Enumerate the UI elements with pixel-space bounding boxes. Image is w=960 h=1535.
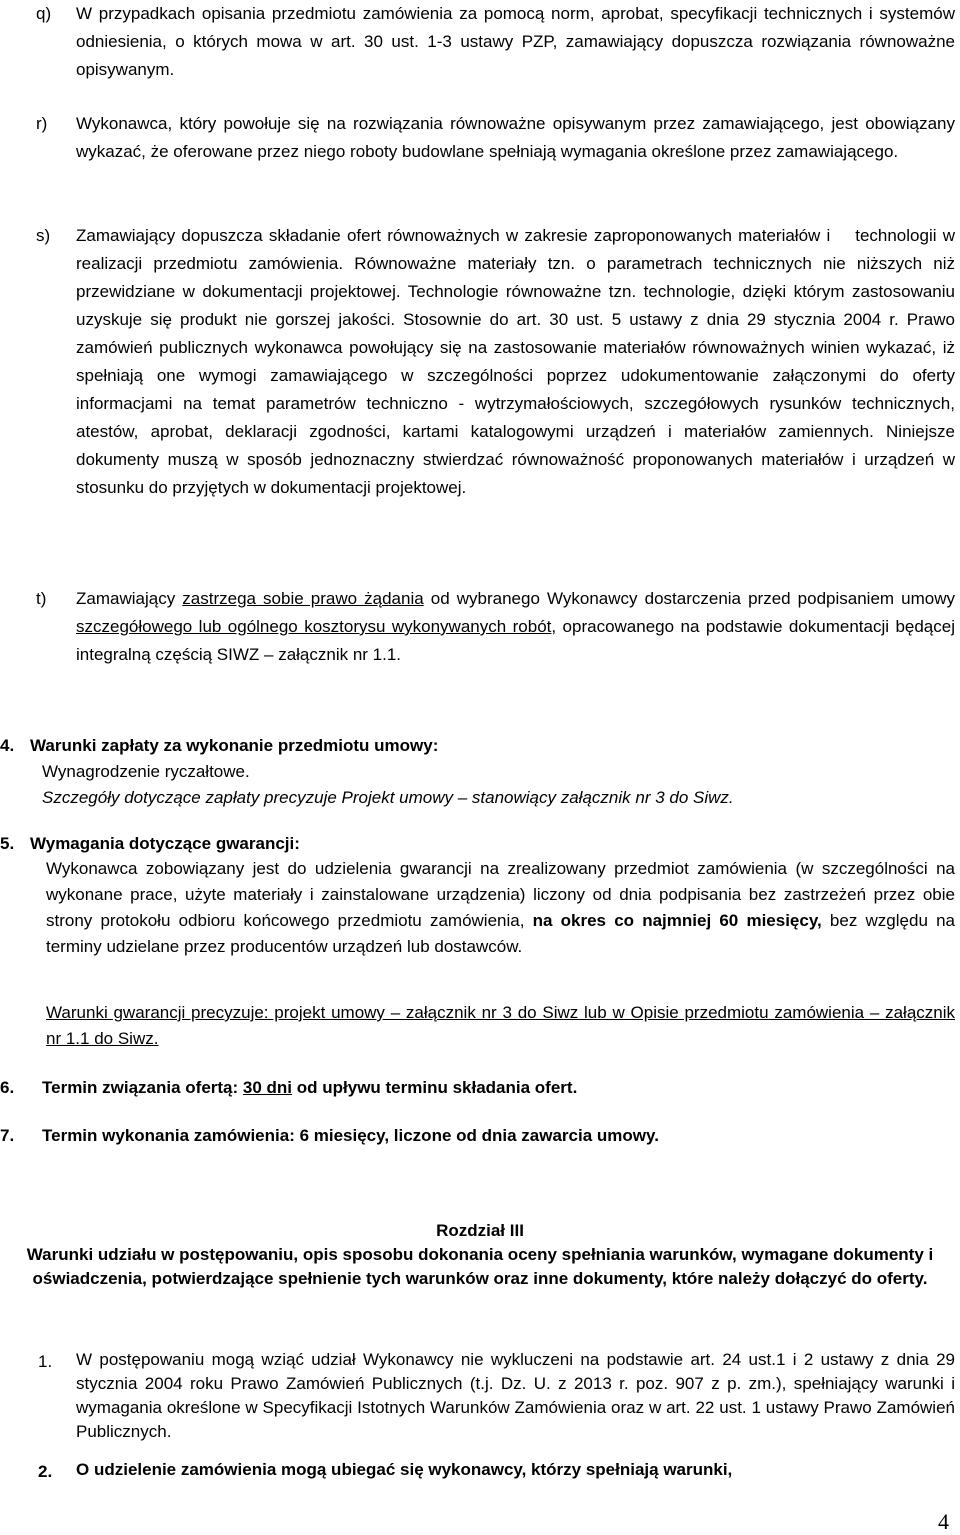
chapter-subtitle: Warunki udziału w postępowaniu, opis sposobu dokonania oceny spełniania warunków, wymagane dokumenty i oświadczenia, potwierdzające spełnienie tych warunków oraz inne dokumenty, które należy dołączyć do oferty. bbox=[26, 1245, 934, 1288]
chapter-title: Rozdział III bbox=[436, 1221, 524, 1240]
section-5-text-a: Wykonawca zobowiązany jest do udzielenia gwarancji na zrealizowany przedmiot zamówienia (w szczególności na wykonane prace, użyte materiały i zainstalowane urządzenia) liczony od dnia podpisania bez zastrzeżeń przez obie strony protokołu odbioru końcowego przedmiotu zamówienia, bbox=[46, 859, 955, 930]
item-label-q: q) bbox=[36, 4, 52, 23]
section-5-number: 5. bbox=[0, 834, 15, 853]
item-t-text bbox=[76, 585, 955, 669]
page-number: 4 bbox=[938, 1509, 949, 1534]
item-t-part1: Zamawiający bbox=[76, 589, 183, 608]
section-4-line-2: Szczegóły dotyczące zapłaty precyzuje Projekt umowy – stanowiący załącznik nr 3 do Siwz. bbox=[42, 788, 734, 807]
section-7-number: 7. bbox=[0, 1126, 15, 1145]
section-5-paragraph bbox=[46, 856, 955, 960]
item-t-part2: od wybranego Wykonawcy dostarczenia przed podpisaniem umowy bbox=[423, 589, 955, 608]
item-label-t: t) bbox=[36, 589, 47, 608]
section-7-text: Termin wykonania zamówienia: 6 miesięcy, liczone od dnia zawarcia umowy. bbox=[42, 1126, 659, 1145]
item-r-text: Wykonawca, który powołuje się na rozwiązania równoważne opisywanym przez zamawiającego, jest obowiązany wykazać, że oferowane przez niego roboty budowlane spełniają wymagania określone przez zamawiającego. bbox=[76, 114, 955, 161]
section-6-text bbox=[42, 1074, 952, 1102]
section-6-label: Termin związania ofertą: bbox=[42, 1078, 243, 1097]
section-6-days: 30 dni bbox=[242, 1078, 293, 1097]
section-5-text-c: bez względu na terminy udzielane przez producentów urządzeń lub dostawców. bbox=[46, 911, 955, 956]
section-5-title: Wymagania dotyczące gwarancji: bbox=[30, 834, 300, 853]
item-q-text: W przypadkach opisania przedmiotu zamówienia za pomocą norm, aprobat, specyfikacji technicznych i systemów odniesienia, o których mowa w art. 30 ust. 1-3 ustawy PZP, zamawiający dopuszcza rozwiązania równoważne opisywanym. bbox=[76, 4, 955, 79]
section-6-number: 6. bbox=[0, 1078, 15, 1097]
section-6-rest: od upływu terminu składania ofert. bbox=[292, 1078, 578, 1097]
section-4-title: Warunki zapłaty za wykonanie przedmiotu umowy: bbox=[30, 736, 439, 755]
list-item-1-text: W postępowaniu mogą wziąć udział Wykonawcy nie wykluczeni na podstawie art. 24 ust.1 i 2 ustawy z dnia 29 stycznia 2004 roku Prawo Zamówień Publicznych (t.j. Dz. U. z 2013 r. poz. 907 z p. zm.), spełniający warunki i wymagania określone w Specyfikacji Istotnych Warunków Zamówienia oraz w art. 22 ust. 1 ustawy Prawo Zamówień Publicznych. bbox=[76, 1350, 955, 1441]
item-t-underline-2: szczegółowego lub ogólnego kosztorysu wykonywanych robót bbox=[76, 617, 552, 636]
item-t-underline-1: zastrzega sobie prawo żądania bbox=[182, 589, 424, 608]
section-4-number: 4. bbox=[0, 736, 15, 755]
item-label-r: r) bbox=[36, 114, 48, 133]
section-5-warranty-reference: Warunki gwarancji precyzuje: projekt umowy – załącznik nr 3 do Siwz lub w Opisie przedmiotu zamówienia – załącznik nr 1.1 do Siwz. bbox=[46, 1003, 955, 1048]
list-item-2-text: O udzielenie zamówienia mogą ubiegać się wykonawcy, którzy spełniają warunki, bbox=[76, 1460, 733, 1479]
section-4-line-1: Wynagrodzenie ryczałtowe. bbox=[42, 762, 250, 781]
item-s-text: Zamawiający dopuszcza składanie ofert równoważnych w zakresie zaproponowanych materiałów i technologii w realizacji przedmiotu zamówienia. Równoważne materiały tzn. o parametrach technicznych nie niższych niż przewidziane w dokumentacji projektowej. Technologie równoważne tzn. technologie, dzięki którym zastosowaniu uzyskuje się produkt nie gorszej jakości. Stosownie do art. 30 ust. 5 ustawy z dnia 29 stycznia 2004 r. Prawo zamówień publicznych wykonawca powołujący się na zastosowanie materiałów równoważnych winien wykazać, iż spełniają one wymogi zamawiającego w szczególności poprzez udokumentowanie załączonymi do oferty informacjami na temat parametrów techniczno - wytrzymałościowych, szczegółowych rysunków technicznych, atestów, aprobat, deklaracji zgodności, kartami katalogowymi urządzeń i materiałów zamiennych. Niniejsze dokumenty muszą w sposób jednoznaczny stwierdzać równoważność proponowanych materiałów i urządzeń w stosunku do przyjętych w dokumentacji projektowej. bbox=[76, 226, 960, 497]
list-item-1-number: 1. bbox=[38, 1352, 53, 1371]
item-label-s: s) bbox=[36, 226, 51, 245]
list-item-2-number: 2. bbox=[38, 1462, 53, 1481]
section-5-warranty-period: na okres co najmniej 60 miesięcy, bbox=[532, 911, 822, 930]
item-t-part3: , opracowanego na podstawie dokumentacji będącej integralną częścią SIWZ – załącznik nr 1.1. bbox=[76, 617, 955, 664]
